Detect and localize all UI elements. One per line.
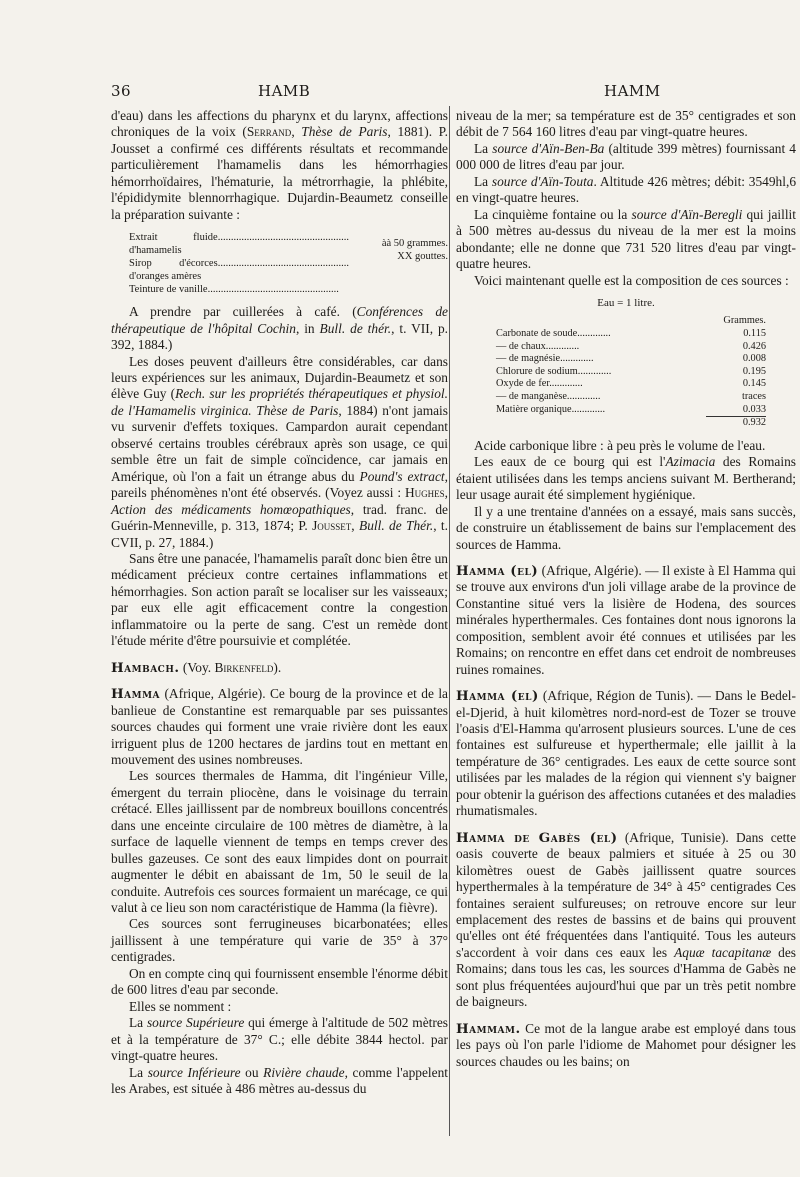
paragraph: niveau de la mer; sa température est de 35° centigrades et son débit de 7 564 160 litres d'eau par vingt-quatre heures. xyxy=(456,108,796,140)
running-head-right: HAMM xyxy=(604,82,661,100)
headword: Hamma xyxy=(111,686,161,703)
left-column xyxy=(111,108,448,1097)
table-caption: Eau = 1 litre. xyxy=(597,296,655,309)
right-column xyxy=(456,108,796,1070)
paragraph: Acide carbonique libre : à peu près le volume de l'eau. xyxy=(474,437,766,453)
paragraph: Les doses peuvent d'ailleurs être considérables, car dans leurs expériences sur les animaux, Dujardin-Beaumetz et son élève Guy (Rech. sur les propriétés thérapeutiques et physiol. de l'Hamamelis virginica. Thèse de Paris, 1884) n'ont jamais vu survenir d'effets toxiques. Campardon aurait cependant observé certains troubles cérébraux après son usage, ce qui semble être un fait de simple coïncidence, car jamais en Amérique, où l'on a fait un étrange abus du Pound's extract, pareils phénomènes n'ont été observés. (Voyez aussi : Hughes, Action des médicaments homœopathiques, trad. franc. de Guérin-Menneville, p. 313, 1874; P. Jousset, Bull. de Thér., t. CVII, p. 27, 1884.) xyxy=(111,353,448,550)
headword: Hamma (el) xyxy=(456,688,539,705)
table-row: Chlorure de sodium............. 0.195 xyxy=(496,365,766,377)
running-head-left: HAMB xyxy=(258,82,311,100)
paragraph: La source d'Aïn-Touta. Altitude 426 mètres; débit: 3549hl,6 en vingt-quatre heures. xyxy=(456,173,797,206)
table-row: — de magnésie............. 0.008 xyxy=(496,353,766,365)
headword: Hambach. xyxy=(111,659,180,676)
recipe-item: Sirop d'écorces d'oranges amères xyxy=(129,258,218,283)
entry-hammam: Hammam. Ce mot de la langue arabe est employé dans tous les pays où l'on parle l'idiome de Mahomet pour désigner les sources chaudes ou les bains; on xyxy=(456,1020,796,1069)
table-row: Matière organique............. 0.033 xyxy=(496,403,766,415)
headword: Hamma (el) xyxy=(456,562,539,579)
paragraph: On en compte cinq qui fournissent ensemble l'énorme débit de 600 litres d'eau par seconde. xyxy=(111,965,448,998)
recipe-formula: Extrait fluide d'hamamelis .................................................. Sirop d'écorces d'oranges amères .................................................. Teinture de vanille .................................................. àà 50 grammes. XX gouttes. xyxy=(129,232,448,296)
paragraph: La cinquième fontaine ou la source d'Aïn-Beregli qui jaillit à 500 mètres au-dessus du niveau de la mer est la moins abondante; elle ne donne que 731 520 litres d'eau par vingt-quatre heures. xyxy=(456,206,796,272)
paragraph: La source d'Aïn-Ben-Ba (altitude 399 mètres) fournissant 4 000 000 de litres d'eau par jour. xyxy=(456,140,796,173)
paragraph: Elles se nomment : xyxy=(129,998,232,1014)
headword: Hammam. xyxy=(456,1020,521,1037)
column-divider xyxy=(449,106,450,1136)
page-number: 36 xyxy=(111,82,132,100)
recipe-item: Extrait fluide d'hamamelis xyxy=(129,232,218,257)
entry-hambach: Hambach. (Voy. Birkenfeld). xyxy=(111,659,282,676)
table-unit: Grammes. xyxy=(723,315,766,327)
paragraph: d'eau) dans les affections du pharynx et du larynx, affections chroniques de la voix (Serrand, Thèse de Paris, 1881). P. Jousset a confirmé ces différents résultats et recommande particulièrement l'hamamelis dans les hémorrhagies hémorrhoïdaires, l'hématurie, la métrorrhagie, la phlébite, l'épididymite blennorrhagique. Dujardin-Beaumetz conseille la préparation suivante : xyxy=(111,108,448,222)
recipe-quantity: àà 50 grammes. xyxy=(381,238,448,250)
headword: Hamma de Gabès (el) xyxy=(456,829,618,846)
paragraph: A prendre par cuillerées à café. (Conférences de thérapeutique de l'hôpital Cochin, in Bull. de thér., t. VII, p. 392, 1884.) xyxy=(111,304,448,353)
paragraph: Les eaux de ce bourg qui est l'Azimacia des Romains étaient utilisées dans les temps anciens suivant M. Bertherand; leur usage aurait été simplement hygiénique. xyxy=(456,454,796,503)
paragraph: Il y a une trentaine d'années on a essayé, mais sans succès, de construire un établissement de bains sur l'emplacement des sources de Hamma. xyxy=(456,503,796,552)
paragraph: Ces sources sont ferrugineuses bicarbonatées; elles jaillissent à une température qui varie de 35° à 37° centigrades. xyxy=(111,916,448,965)
entry-hamma: Hamma (Afrique, Algérie). Ce bourg de la province et de la banlieue de Constantine est remarquable par ses puissantes sources chaudes qui forment une vraie rivière dont les eaux irriguent plus de 1200 hectares de jardins tout en mettant en mouvement des usines nombreuses. xyxy=(111,686,448,767)
composition-table xyxy=(496,315,766,429)
table-row: — de chaux............. 0.426 xyxy=(496,340,766,352)
recipe-item: Teinture de vanille xyxy=(129,284,208,296)
paragraph: Les sources thermales de Hamma, dit l'ingénieur Ville, émergent du terrain pliocène, dans le voisinage du terrain crétacé. Elles jaillissent par de nombreux bouillons concentrés dans une enceinte circulaire de 100 mètres de diamètre, à la surface de laquelle viennent de temps en temps crever des bulles gazeuses. Ce sont des eaux limpides dont on pourrait augmenter le débit en abaissant de 1m, 50 le seuil de la conduite. Autrefois ces sources formaient un marécage, ce qui valut à ce lieu son nom caractéristique de Hamma (la fièvre). xyxy=(111,768,448,916)
entry-el-hamma-de-gabes: Hamma de Gabès (el) (Afrique, Tunisie). Dans cette oasis couverte de beaux palmiers et située à 25 ou 30 kilomètres ouest de Gabès jaillissent quatre sources hyperthermales à la température de 34° à 45° centigrades Ces fontaines seraient sulfureuses; on retrouve encore sur leur emplacement des restes de bassins et de bains qui prouvent qu'elles ont été fréquentées dans l'antiquité. Tous les auteurs s'accordent à voir dans ces eaux les Aquæ tacapitanæ des Romains; dans tous les cas, les sources d'Hamma de Gabès ne sont plus fréquentées aujourd'hui que par un très petit nombre de baigneurs. xyxy=(456,829,797,1010)
paragraph: La source Inférieure ou Rivière chaude, comme l'appelent les Arabes, est située à 486 mètres au-dessus du xyxy=(111,1064,448,1097)
table-row: Carbonate de soude............. 0.115 xyxy=(496,328,766,340)
entry-el-hamma-tunis: Hamma (el) (Afrique, Région de Tunis). — Dans le Bedel-el-Djerid, à huit kilomètres nord-nord-est de Tozer se trouve l'oasis d'El-Hamma qu'arrosent plusieurs sources. L'une de ces fontaines est sulfureuse et hyperthermale; elle jaillit à la température de 36° centigrades. Les eaux de cette source sont utilisées par les malades de la région qui viennent s'y baigner pour obtenir la guérison des affections cutanées et des maladies rhumatismales. xyxy=(456,688,796,819)
table-total-row: 0.932 xyxy=(496,417,766,430)
paragraph: Voici maintenant quelle est la composition de ces sources : xyxy=(474,272,789,288)
paragraph: Sans être une panacée, l'hamamelis paraît donc bien être un médicament précieux contre certaines inflammations et hémorrhagies. Son action paraît se localiser sur les vaisseaux; par eux elle agit efficacement contre la congestion inflammatoire ou la perte de sang. C'est un remède dont l'étude mérite d'être poursuivie et complétée. xyxy=(111,550,448,649)
recipe-quantity: XX gouttes. xyxy=(397,251,448,263)
paragraph: La source Supérieure qui émerge à l'altitude de 502 mètres et à la température de 37° C.; elle débite 3844 hectol. par vingt-quatre heures. xyxy=(111,1015,448,1064)
table-row: Oxyde de fer............. 0.145 xyxy=(496,378,766,390)
table-row: — de manganèse............. traces xyxy=(496,391,766,402)
entry-el-hamma-algerie: Hamma (el) (Afrique, Algérie). — Il existe à El Hamma qui se trouve aux environs d'un joli village arabe de la province de Constantine situé vers la lisière de Hodena, des sources minérales hyperthermales. Ces fontaines dont nous ignorons la composition, semblent avoir été connues et utilisées par les Romains; on rencontre en effet dans cet endroit de nombreuses ruines romaines. xyxy=(456,562,796,677)
